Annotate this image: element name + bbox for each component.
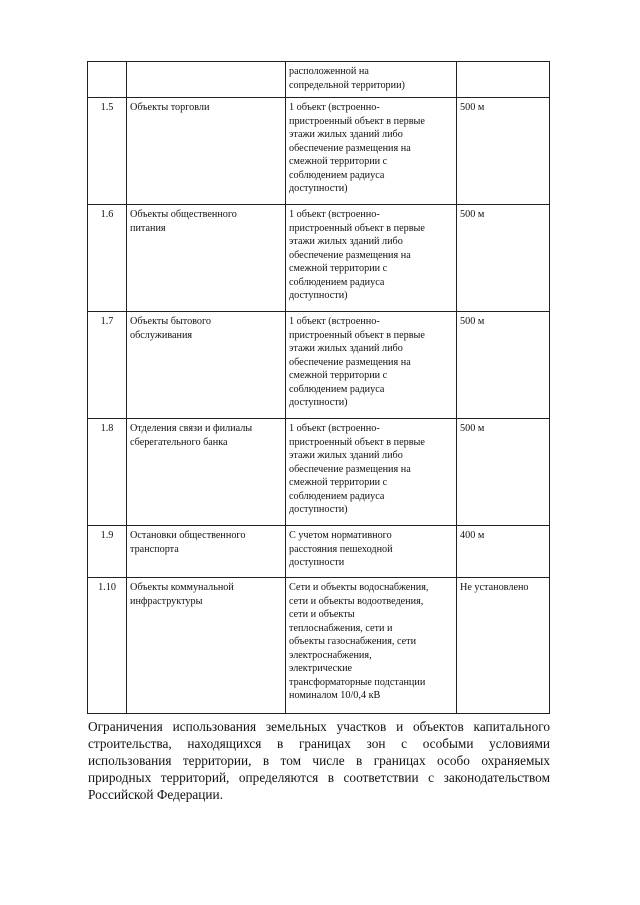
object-name-cell: Объекты коммунальной инфраструктуры	[127, 578, 286, 714]
distance-cell: 500 м	[457, 419, 550, 526]
table-row	[88, 526, 550, 578]
object-name-cell: Объекты торговли	[127, 98, 286, 205]
requirements-table	[87, 61, 550, 714]
distance-cell: 500 м	[457, 312, 550, 419]
requirement-cell: Сети и объекты водоснабжения, сети и объекты водоотведения, сети и объекты теплоснабжения, сети и объекты газоснабжения, сети электроснабжения, электрические трансформаторные подстанции номиналом 10/0,4 кВ	[286, 578, 457, 714]
requirement-cell: 1 объект (встроенно- пристроенный объект в первые этажи жилых зданий либо обеспечение размещения на смежной территории с соблюдением радиуса доступности)	[286, 312, 457, 419]
requirement-cell: 1 объект (встроенно- пристроенный объект в первые этажи жилых зданий либо обеспечение размещения на смежной территории с соблюдением радиуса доступности)	[286, 205, 457, 312]
requirement-cell: расположенной на сопредельной территории)	[286, 62, 457, 98]
row-number-cell	[88, 62, 127, 98]
table-row	[88, 578, 550, 714]
object-name-cell: Объекты бытового обслуживания	[127, 312, 286, 419]
table-row	[88, 419, 550, 526]
table-row	[88, 98, 550, 205]
row-number-cell: 1.7	[88, 312, 127, 419]
distance-cell: 400 м	[457, 526, 550, 578]
row-number-cell: 1.5	[88, 98, 127, 205]
row-number-cell: 1.8	[88, 419, 127, 526]
row-number-cell: 1.9	[88, 526, 127, 578]
table-row	[88, 312, 550, 419]
distance-cell: 500 м	[457, 205, 550, 312]
table-row	[88, 62, 550, 98]
object-name-cell: Остановки общественного транспорта	[127, 526, 286, 578]
requirement-cell: С учетом нормативного расстояния пешеходной доступности	[286, 526, 457, 578]
requirement-cell: 1 объект (встроенно- пристроенный объект в первые этажи жилых зданий либо обеспечение размещения на смежной территории с соблюдением радиуса доступности)	[286, 419, 457, 526]
object-name-cell: Объекты общественного питания	[127, 205, 286, 312]
distance-cell: 500 м	[457, 98, 550, 205]
distance-cell: Не установлено	[457, 578, 550, 714]
requirement-cell: 1 объект (встроенно- пристроенный объект в первые этажи жилых зданий либо обеспечение размещения на смежной территории с соблюдением радиуса доступности)	[286, 98, 457, 205]
table-row	[88, 205, 550, 312]
distance-cell	[457, 62, 550, 98]
row-number-cell: 1.6	[88, 205, 127, 312]
object-name-cell	[127, 62, 286, 98]
restrictions-paragraph: Ограничения использования земельных участков и объектов капитального строительства, находящихся в границах зон с особыми условиями использования территории, в том числе в границах особо охраняемых природных территорий, определяются в соответствии с законодательством Российской Федерации.	[88, 719, 550, 802]
object-name-cell: Отделения связи и филиалы сберегательного банка	[127, 419, 286, 526]
row-number-cell: 1.10	[88, 578, 127, 714]
